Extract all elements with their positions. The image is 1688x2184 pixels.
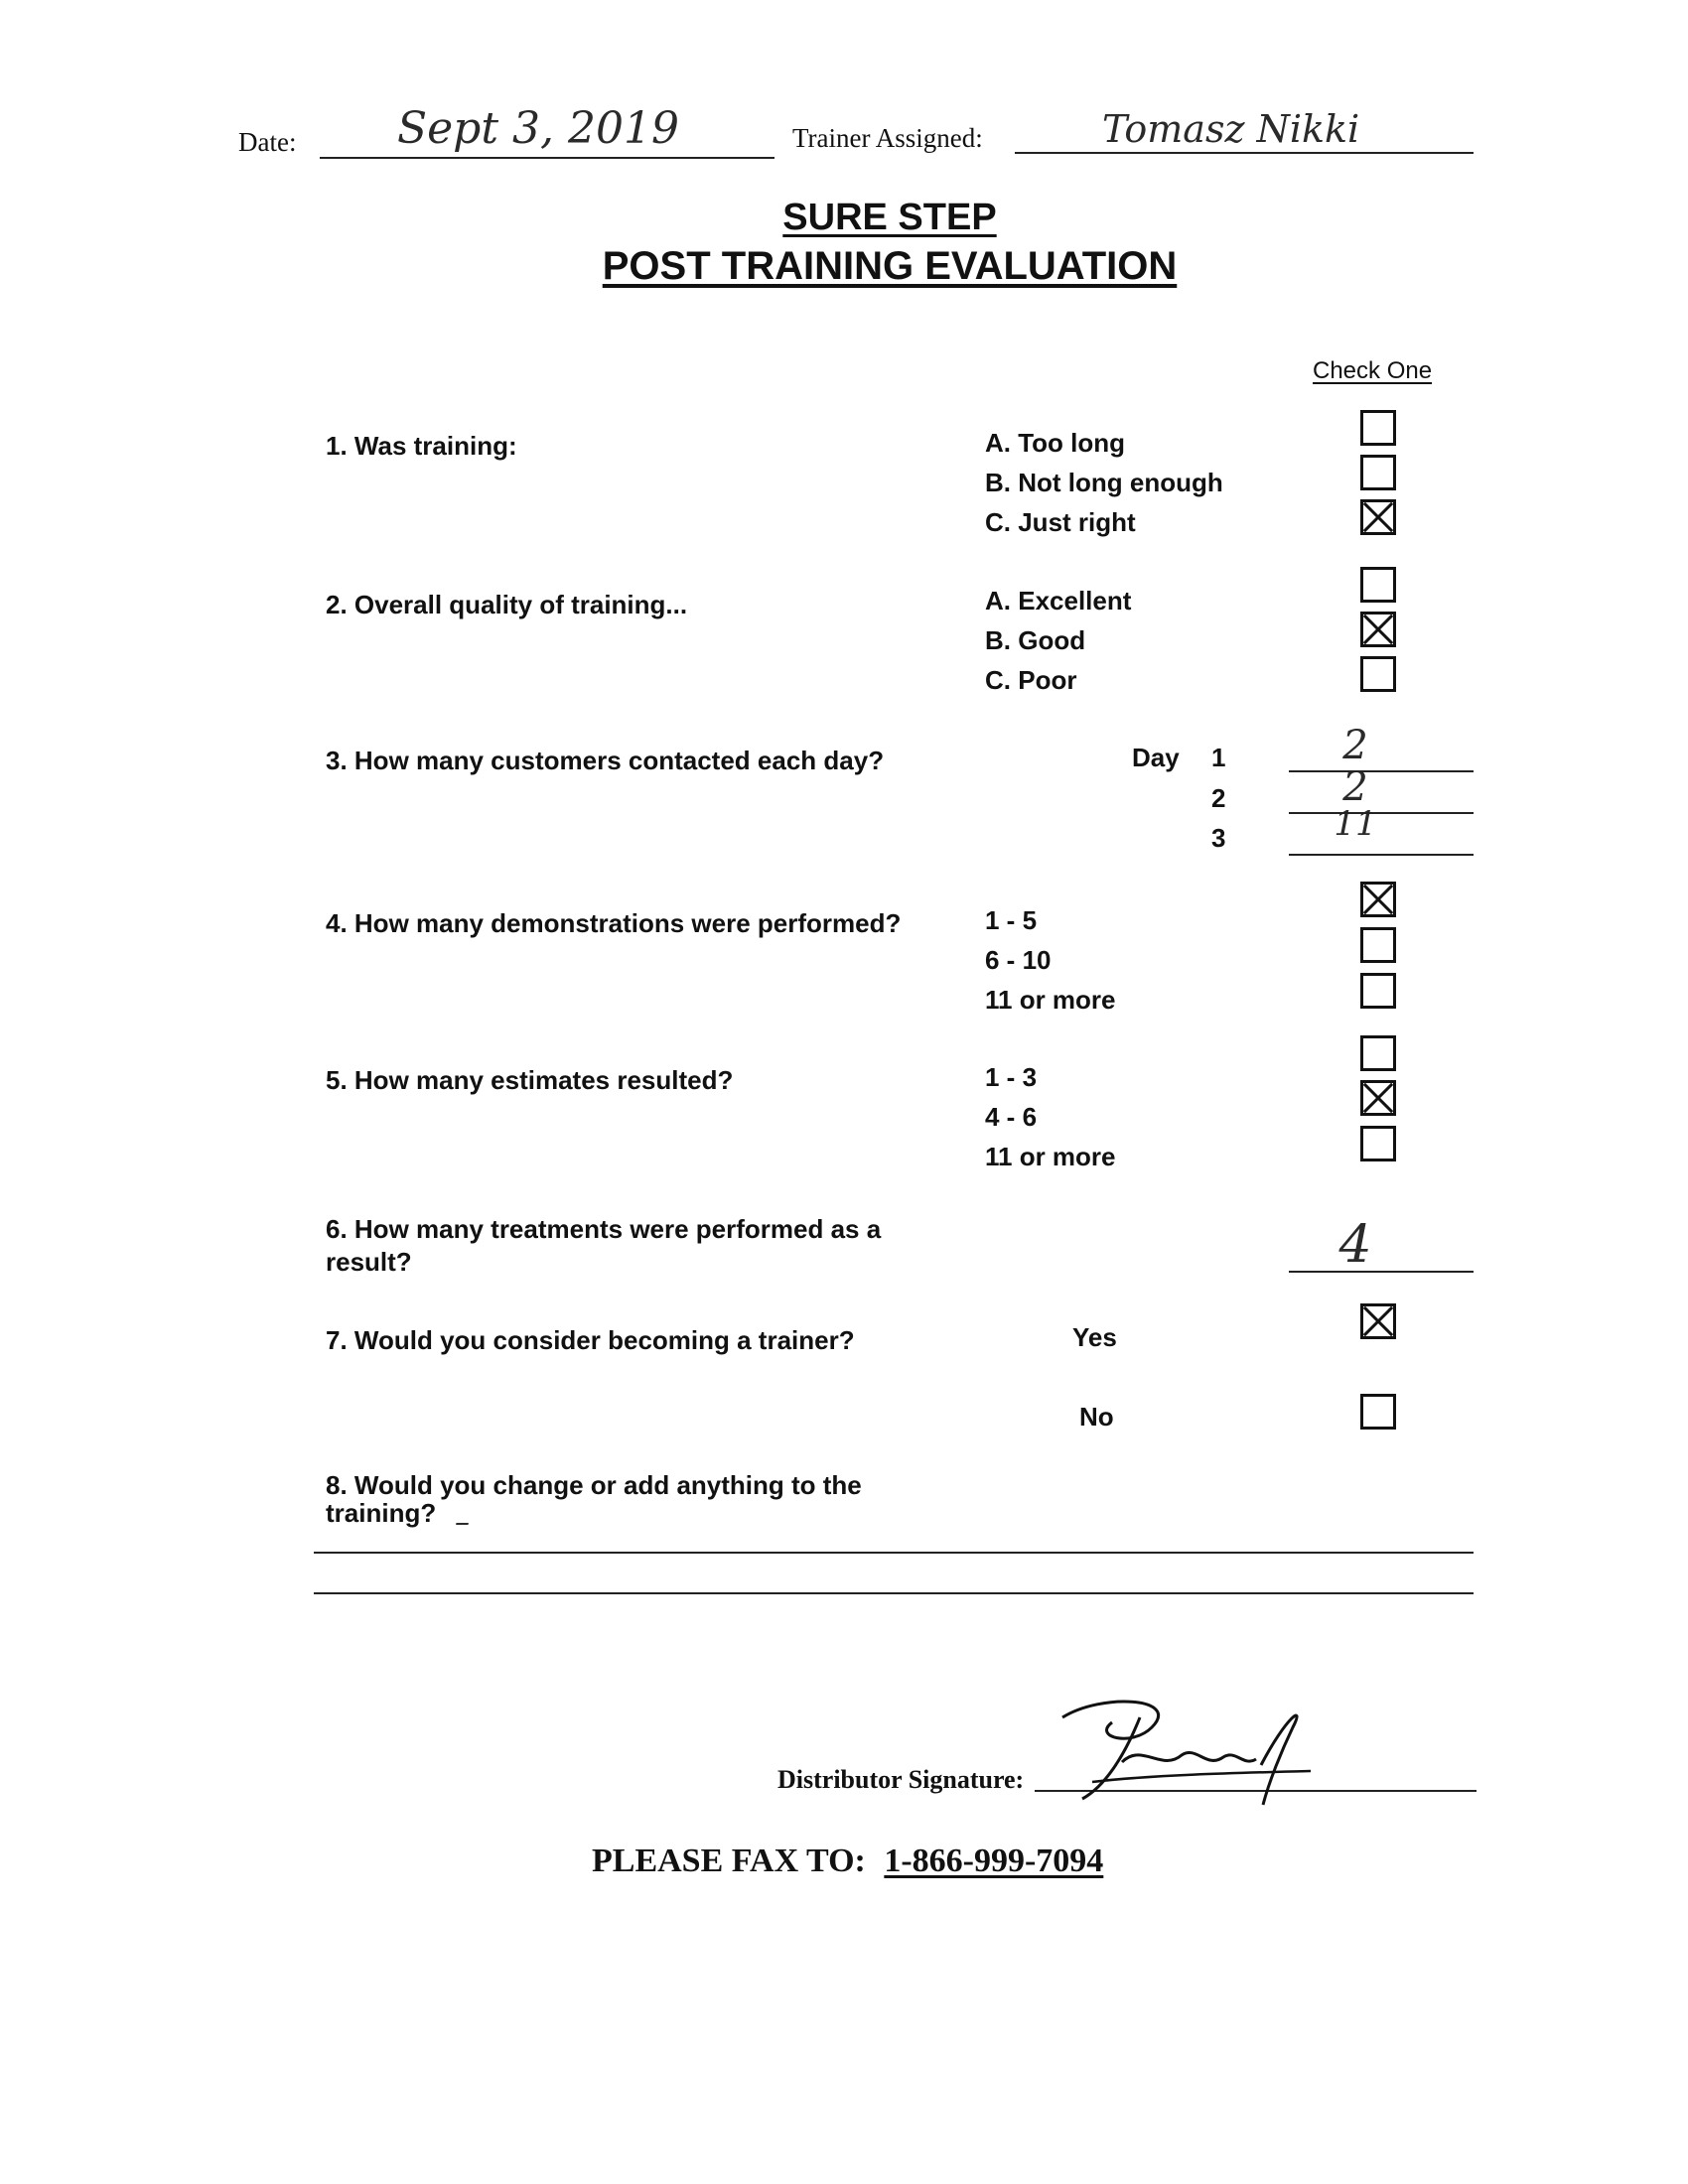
question-8-line2: training? bbox=[326, 1498, 437, 1528]
q1-checkbox-c-checked[interactable] bbox=[1360, 499, 1396, 535]
q3-day-1-line bbox=[1289, 770, 1474, 772]
trainer-value[interactable]: Tomasz Nikki bbox=[1102, 107, 1360, 151]
q5-option-2: 4 - 6 bbox=[985, 1102, 1038, 1132]
fax-number[interactable]: 1-866-999-7094 bbox=[884, 1843, 1104, 1879]
q3-day-label: Day bbox=[1132, 743, 1180, 772]
question-7: 7. Would you consider becoming a trainer? bbox=[326, 1325, 855, 1355]
q3-day-3: 3 bbox=[1211, 823, 1226, 853]
q1-option-b: B. Not long enough bbox=[985, 468, 1223, 497]
q7-option-no: No bbox=[1079, 1402, 1114, 1432]
q6-answer[interactable]: 4 bbox=[1338, 1215, 1372, 1275]
question-6-line1: 6. How many treatments were performed as a bbox=[326, 1214, 882, 1244]
q7-option-yes: Yes bbox=[1072, 1322, 1117, 1352]
q2-option-b: B. Good bbox=[985, 625, 1086, 655]
form-subtitle: POST TRAINING EVALUATION bbox=[602, 244, 1178, 288]
q3-day-3-value[interactable]: 11 bbox=[1334, 804, 1377, 844]
form-title: SURE STEP bbox=[782, 197, 997, 238]
q5-checkbox-3[interactable] bbox=[1360, 1126, 1396, 1161]
q3-day-2-line bbox=[1289, 812, 1474, 814]
q3-day-1-value[interactable]: 2 bbox=[1342, 723, 1368, 768]
q3-day-2-value[interactable]: 2 bbox=[1342, 764, 1368, 810]
q1-option-a: A. Too long bbox=[985, 428, 1126, 458]
q3-day-2: 2 bbox=[1211, 783, 1226, 813]
question-8-line1: 8. Would you change or add anything to the bbox=[326, 1470, 862, 1500]
q2-checkbox-b-checked[interactable] bbox=[1360, 612, 1396, 647]
q7-checkbox-no[interactable] bbox=[1360, 1394, 1396, 1430]
q7-checkbox-yes-checked[interactable] bbox=[1360, 1303, 1396, 1339]
trainer-underline bbox=[1015, 152, 1474, 154]
question-1: 1. Was training: bbox=[326, 431, 517, 461]
question-5: 5. How many estimates resulted? bbox=[326, 1065, 734, 1095]
signature-label: Distributor Signature: bbox=[777, 1765, 1025, 1794]
date-underline bbox=[320, 157, 774, 159]
q5-option-1: 1 - 3 bbox=[985, 1062, 1038, 1092]
q6-answer-line bbox=[1289, 1271, 1474, 1273]
q1-option-c: C. Just right bbox=[985, 507, 1136, 537]
date-label: Date: bbox=[238, 127, 297, 157]
q4-option-3: 11 or more bbox=[985, 985, 1116, 1015]
q4-checkbox-1-checked[interactable] bbox=[1360, 882, 1396, 917]
q8-answer-line-2 bbox=[314, 1592, 1474, 1594]
q8-answer[interactable]: – bbox=[455, 1505, 470, 1540]
question-6-line2: result? bbox=[326, 1247, 412, 1277]
q2-checkbox-a[interactable] bbox=[1360, 567, 1396, 603]
q2-checkbox-c[interactable] bbox=[1360, 656, 1396, 692]
q1-checkbox-a[interactable] bbox=[1360, 410, 1396, 446]
q2-option-c: C. Poor bbox=[985, 665, 1077, 695]
q2-option-a: A. Excellent bbox=[985, 586, 1132, 615]
q8-answer-line-1 bbox=[314, 1552, 1474, 1554]
question-2: 2. Overall quality of training... bbox=[326, 590, 688, 619]
question-4: 4. How many demonstrations were performed? bbox=[326, 908, 902, 938]
q3-day-3-line bbox=[1289, 854, 1474, 856]
q5-option-3: 11 or more bbox=[985, 1142, 1116, 1171]
q4-checkbox-3[interactable] bbox=[1360, 973, 1396, 1009]
q4-option-2: 6 - 10 bbox=[985, 945, 1052, 975]
question-3: 3. How many customers contacted each day? bbox=[326, 746, 885, 775]
q1-checkbox-b[interactable] bbox=[1360, 455, 1396, 490]
q4-checkbox-2[interactable] bbox=[1360, 927, 1396, 963]
trainer-label: Trainer Assigned: bbox=[792, 123, 983, 153]
q5-checkbox-1[interactable] bbox=[1360, 1035, 1396, 1071]
q3-day-1: 1 bbox=[1211, 743, 1226, 772]
q4-option-1: 1 - 5 bbox=[985, 905, 1038, 935]
fax-instruction bbox=[592, 1843, 1103, 1880]
fax-label: PLEASE FAX TO: bbox=[592, 1843, 866, 1879]
q5-checkbox-2-checked[interactable] bbox=[1360, 1080, 1396, 1116]
check-one-label: Check One bbox=[1313, 357, 1433, 384]
distributor-signature bbox=[1033, 1688, 1311, 1817]
date-value[interactable]: Sept 3, 2019 bbox=[397, 103, 679, 154]
